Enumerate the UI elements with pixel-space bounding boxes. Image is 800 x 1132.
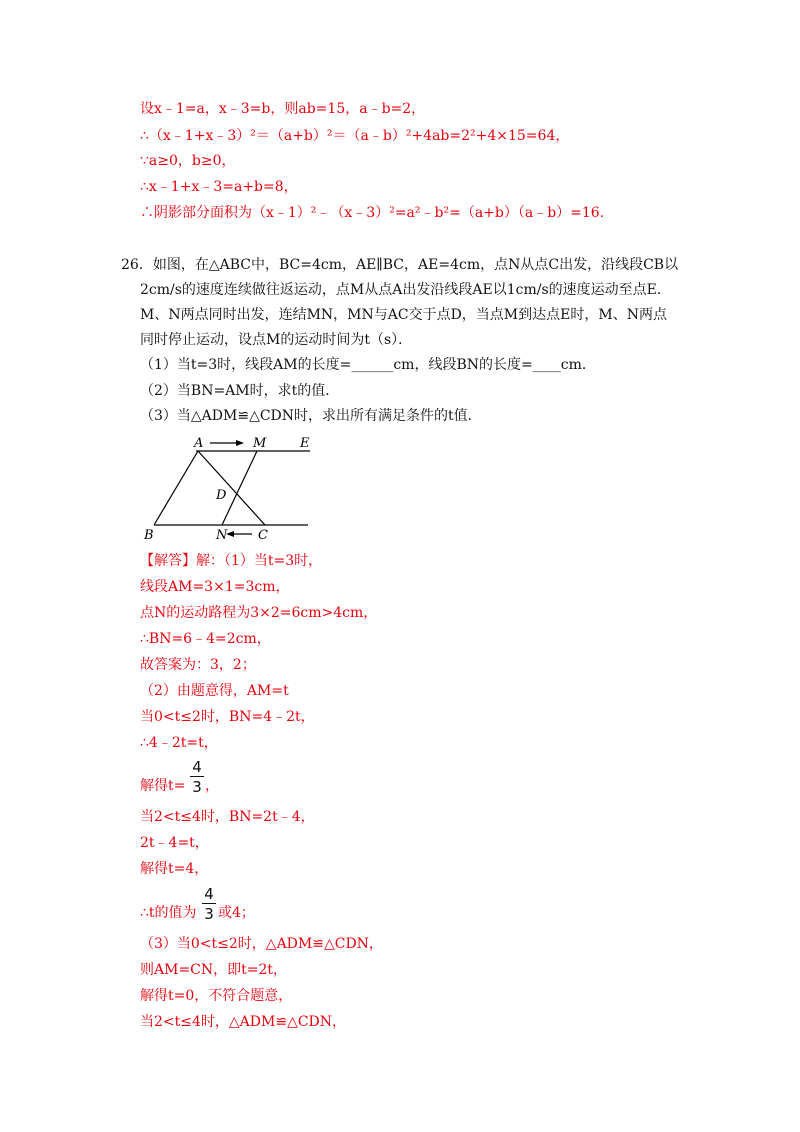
problem-line-4: 同时停止运动，设点M的运动时间为t（s）．: [140, 332, 413, 348]
fraction-denominator-2: 3: [204, 905, 214, 923]
geometry-figure: [140, 433, 320, 545]
answer-line-10: 当2<t≤4时，BN=2t﹣4，: [140, 809, 315, 825]
answer-line-13-tail: 或4；: [218, 905, 255, 921]
segment-ac: [198, 451, 265, 525]
answer-line-12: 解得t=4，: [140, 861, 209, 877]
answer-line-4: ∴BN=6﹣4=2cm，: [140, 631, 271, 647]
fraction-bar-2: [202, 903, 216, 904]
question-3: （3）当△ADM≌△CDN时，求出所有满足条件的t值．: [140, 408, 482, 424]
answer-line-1: 【解答】解：（1）当t=3时，: [140, 553, 323, 569]
fraction-tail: ，: [205, 778, 219, 794]
answer-line-9: 解得t=: [140, 778, 186, 794]
answer-line-17: 当2<t≤4时，△ADM≌△CDN，: [140, 1014, 347, 1030]
arrow-right-icon: [236, 440, 244, 446]
answer-line-6: （2）由题意得，AM=t: [140, 683, 289, 699]
fraction-four-thirds: [190, 759, 204, 795]
segment-ab: [154, 451, 198, 525]
answer-line-14: （3）当0<t≤2时，△ADM≌△CDN，: [140, 936, 383, 952]
solution-line-2: ∴（x﹣1+x﹣3）²＝（a+b）²＝（a﹣b）²+4ab=2²+4×15=64，: [140, 128, 570, 144]
label-c: C: [258, 528, 268, 543]
fraction-numerator-2: 4: [204, 885, 214, 903]
answer-line-16: 解得t=0，不符合题意，: [140, 988, 293, 1004]
solution-line-3: ∵a≥0，b≥0，: [140, 153, 236, 169]
answer-line-13: ∴t的值为: [140, 905, 197, 921]
answer-line-3: 点N的运动路程为3×2=6cm>4cm，: [140, 605, 378, 621]
answer-line-2: 线段AM=3×1=3cm，: [140, 579, 290, 595]
figure-svg: [140, 433, 320, 545]
label-a: A: [194, 436, 204, 451]
answer-line-11: 2t﹣4=t，: [140, 835, 209, 851]
label-b: B: [144, 528, 154, 543]
answer-line-5: 故答案为：3，2；: [140, 657, 256, 673]
fraction-numerator: 4: [192, 758, 202, 776]
segment-mn: [222, 451, 257, 525]
question-2: （2）当BN=AM时，求t的值．: [140, 383, 340, 399]
fraction-denominator: 3: [192, 778, 202, 796]
label-m: M: [253, 436, 267, 451]
problem-line-1: 26．如图，在△ABC中，BC=4cm，AE∥BC，AE=4cm，点N从点C出发，沿线段CB以: [121, 257, 679, 273]
answer-line-15: 则AM=CN，即t=2t，: [140, 962, 288, 978]
problem-line-3: M、N两点同时出发，连结MN，MN与AC交于点D，当点M到达点E时，M、N两点: [140, 307, 667, 323]
problem-line-2: 2cm/s的速度连续做往返运动，点M从点A出发沿线段AE以1cm/s的速度运动至点E．: [140, 282, 671, 298]
answer-line-7: 当0<t≤2时，BN=4﹣2t，: [140, 709, 315, 725]
label-n: N: [216, 528, 228, 543]
label-d: D: [216, 488, 227, 503]
fraction-bar: [190, 776, 204, 777]
solution-line-5: ∴阴影部分面积为（x﹣1）²﹣（x﹣3）²=a²﹣b²=（a+b）（a﹣b）=16.: [140, 205, 605, 221]
question-1: （1）当t=3时，线段AM的长度=______cm，线段BN的长度=____cm．: [140, 357, 596, 373]
solution-line-4: ∴x﹣1+x﹣3=a+b=8，: [140, 179, 298, 195]
solution-line-1: 设x﹣1=a，x﹣3=b，则ab=15，a﹣b=2，: [140, 101, 426, 117]
fraction-four-thirds-2: [202, 886, 216, 922]
answer-line-8: ∴4﹣2t=t，: [140, 735, 218, 751]
label-e: E: [300, 436, 310, 451]
